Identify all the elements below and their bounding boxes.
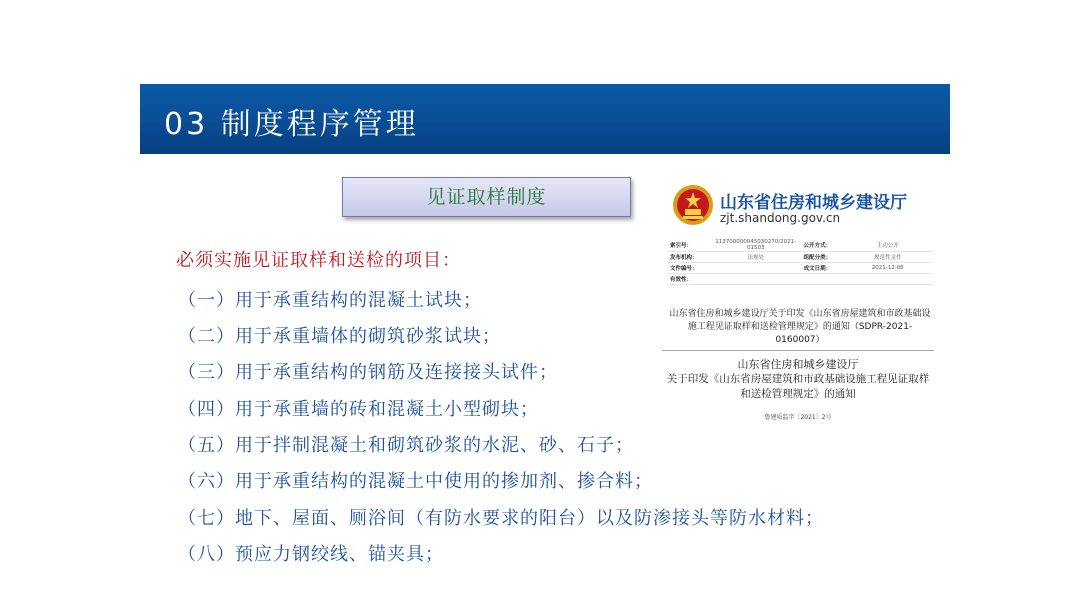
page-title: 03 制度程序管理 — [164, 107, 419, 142]
meta-value — [843, 274, 932, 285]
meta-value — [710, 274, 802, 285]
meta-value: 法规处 — [710, 252, 802, 263]
meta-value: 11370000004503027​0/2021-01503 — [710, 239, 802, 252]
meta-value: 主动公开 — [843, 239, 932, 252]
list-item: （二）用于承重墙体的砌筑砂浆试块； — [178, 326, 501, 347]
meta-key: 有效性： — [668, 274, 710, 285]
document-screenshot — [662, 176, 938, 426]
list-item: （五）用于拌制混凝土和砌筑砂浆的水泥、砂、石子； — [178, 435, 634, 456]
list-item: （一）用于承重结构的混凝土试块； — [178, 290, 482, 311]
header-banner — [140, 84, 950, 154]
list-item: （四）用于承重墙的砖和混凝土小型砌块； — [178, 399, 539, 420]
meta-key — [802, 274, 844, 285]
meta-value: 2021-12-06 — [843, 263, 932, 274]
national-emblem-icon — [672, 184, 714, 226]
list-item: （八）预应力钢绞线、锚夹具； — [178, 544, 444, 565]
department-name: 山东省住房和城乡建设厅 — [720, 193, 907, 213]
divider — [662, 350, 934, 351]
meta-value — [710, 263, 802, 274]
department-url: zjt.shandong.gov.cn — [720, 211, 841, 225]
items-heading: 必须实施见证取样和送检的项目： — [176, 250, 461, 271]
meta-key: 发布机构： — [668, 252, 710, 263]
notice-title: 山东省住房和城乡建设厅关于印发《山东省房屋建筑和市政基础设施工程见证取样和送检管理规定》的通知（SDPR-2021-0160007） — [669, 309, 931, 345]
list-item: （七）地下、屋面、厕浴间（有防水要求的阳台）以及防渗接头等防水材料； — [178, 508, 824, 529]
document-meta-table — [668, 239, 932, 285]
meta-key: 成文日期： — [802, 263, 844, 274]
notice-heading: 关于印发《山东省房屋建筑和市政基础设施工程见证取样和送检管理规定》的通知 — [666, 373, 930, 400]
list-item: （三）用于承重结构的钢筋及连接接头试件； — [178, 362, 558, 383]
section-subtitle: 见证取样制度 — [342, 177, 631, 217]
meta-key: 组配分类： — [802, 252, 844, 263]
notice-issuer: 山东省住房和城乡建设厅 — [737, 358, 859, 371]
document-number: 鲁建质监字〔2021〕2号 — [764, 414, 832, 421]
meta-key: 索引号： — [668, 239, 710, 252]
meta-key: 文件编号： — [668, 263, 710, 274]
meta-key: 公开方式： — [802, 239, 844, 252]
list-item: （六）用于承重结构的混凝土中使用的掺加剂、掺合料； — [178, 471, 653, 492]
meta-value: 规范性文件 — [843, 252, 932, 263]
